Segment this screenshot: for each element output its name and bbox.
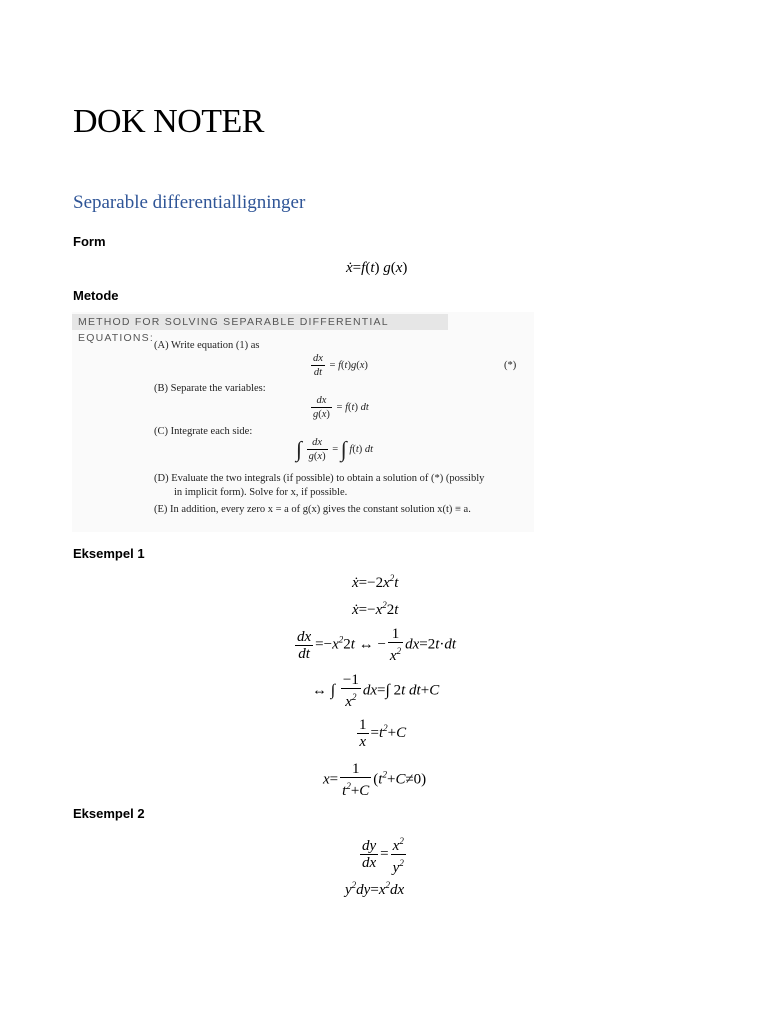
method-header: METHOD FOR SOLVING SEPARABLE DIFFERENTIAL EQUATIONS:	[72, 314, 448, 330]
metode-label: Metode	[73, 288, 119, 303]
step-a: (A) Write equation (1) as	[154, 340, 260, 351]
method-box-image	[72, 312, 534, 532]
ex1-eq6: x= $\frac{1}{t^2+C}$ $(t^2+C\ne 0)$	[323, 761, 427, 799]
step-e: (E) In addition, every zero x = a of g(x) gives the constant solution x(t) ≡ a.	[154, 504, 471, 515]
form-equation: ẋ=f(t) g(x)	[346, 260, 408, 276]
section-heading: Separable differentialligninger	[73, 192, 306, 213]
document-title: DOK NOTER	[73, 103, 264, 140]
ex1-eq2: $ẋ=-x^22t$	[352, 600, 399, 618]
step-d-line2: in implicit form). Solve for x, if possible.	[174, 487, 348, 498]
ex1-eq1: $ẋ=-2x^2t$	[352, 573, 399, 591]
step-a-equation: $\frac{dx}{dt}$ = f(t)g(x)	[313, 353, 368, 378]
step-c: (C) Integrate each side:	[154, 426, 253, 437]
ex1-eq4: ↔ ∫ $\frac{-1}{x^2}$ dx=∫ 2t dt+C	[312, 672, 440, 710]
ex2-eq2: $y^2dy=x^2dx$	[345, 880, 405, 898]
step-b: (B) Separate the variables:	[154, 383, 266, 394]
step-d-line1: (D) Evaluate the two integrals (if possible) to obtain a solution of (*) (possibly	[154, 473, 485, 484]
eksempel2-label: Eksempel 2	[73, 806, 145, 821]
ex1-eq5: $\frac{1}{x}$ $=t^2+C$	[359, 717, 407, 750]
ex2-eq1: $\frac{dy}{dx}$ = $\frac{x^2}{y^2}$	[358, 833, 408, 876]
step-c-equation: ∫ $\frac{dx}{g(x)}$ = ∫ f(t) dt	[296, 436, 374, 462]
form-label: Form	[73, 234, 106, 249]
step-b-equation: $\frac{dx}{g(x)}$ = f(t) dt	[313, 395, 369, 420]
star-tag: (*)	[504, 360, 517, 371]
ex1-eq3: $\frac{dx}{dt}$ $=-x^22t$ ↔ − $\frac{1}{x^2}$ dx=2t·dt	[297, 626, 457, 664]
eksempel1-label: Eksempel 1	[73, 546, 145, 561]
